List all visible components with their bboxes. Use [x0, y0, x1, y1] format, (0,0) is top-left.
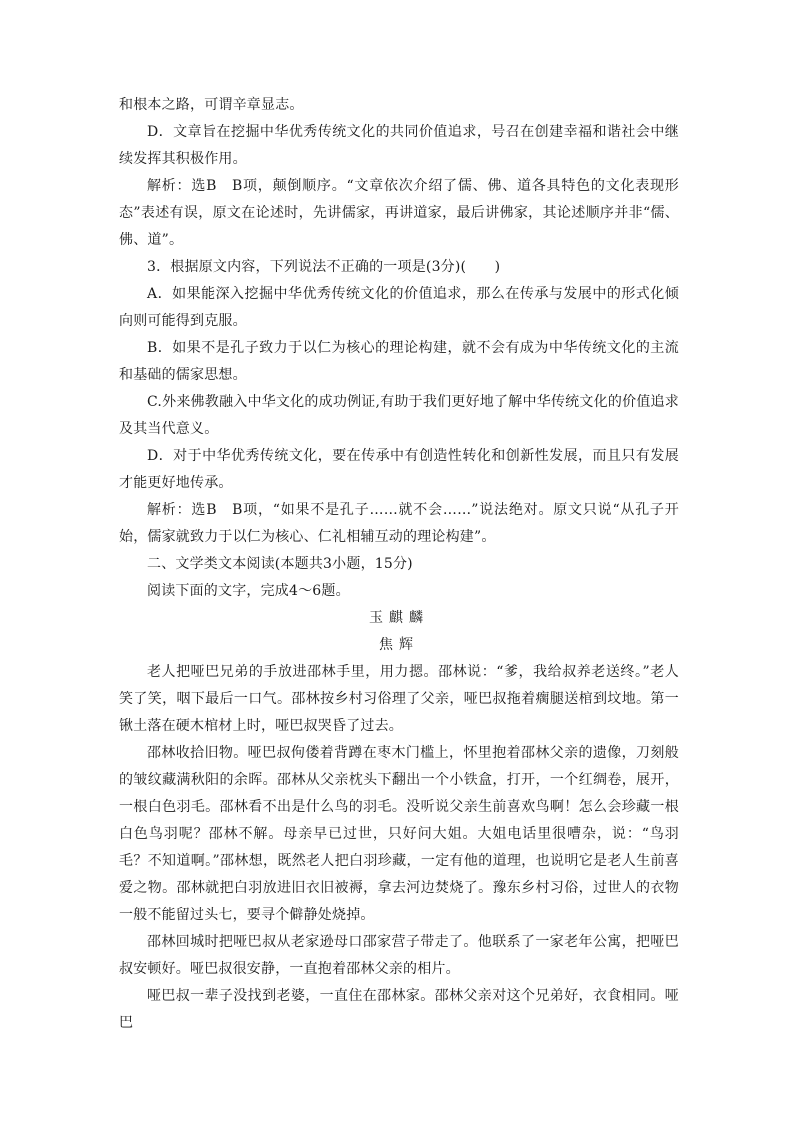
question-3: 3．根据原文内容，下列说法不正确的一项是(3分)( ) — [147, 259, 501, 275]
story-title: 玉麒麟 — [369, 610, 429, 626]
answer-option-b: B．如果不是孔子致力于以仁为核心的理论构建，就不会有成为中华传统文化的主流和基础的儒家思想。 — [119, 340, 679, 383]
answer-option-c: C.外来佛教融入中华文化的成功例证,有助于我们更好地了解中华传统文化的价值追求及其当代意义。 — [119, 394, 679, 437]
reading-instruction: 阅读下面的文字，完成4～6题。 — [147, 583, 350, 599]
analysis-paragraph: 解析：选B B项，颠倒顺序。“文章依次介绍了儒、佛、道各具特色的文化表现形态”表述有误，原文在论述时，先讲儒家，再讲道家，最后讲佛家，其论述顺序并非“儒、佛、道”。 — [119, 178, 679, 248]
story-paragraph-3: 邵林回城时把哑巴叔从老家逊母口邵家营子带走了。他联系了一家老年公寓，把哑巴叔安顿好。哑巴叔很安静，一直抱着邵林父亲的相片。 — [119, 934, 679, 977]
analysis-paragraph-2: 解析：选B B项，“如果不是孔子……就不会……”说法绝对。原文只说“从孔子开始，儒家就致力于以仁为核心、仁礼相辅互动的理论构建”。 — [119, 502, 679, 545]
paragraph-continuation: 和根本之路，可谓辛章显志。 — [119, 97, 304, 113]
story-paragraph-4: 哑巴叔一辈子没找到老婆，一直住在邵林家。邵林父亲对这个兄弟好，衣食相同。哑巴 — [119, 988, 679, 1031]
story-paragraph-2: 邵林收拾旧物。哑巴叔佝偻着背蹲在枣木门槛上，怀里抱着邵林父亲的遗像，刀刻般的皱纹藏满秋阳的余晖。邵林从父亲枕头下翻出一个小铁盒，打开，一个红绸卷，展开，一根白色羽毛。邵林看不出是什么鸟的羽毛。没听说父亲生前喜欢鸟啊！怎么会珍藏一根白色鸟羽呢？邵林不解。母亲早已过世，只好问大姐。大姐电话里很嘈杂，说：“鸟羽毛？不知道啊。”邵林想，既然老人把白羽珍藏，一定有他的道理，也说明它是老人生前喜爱之物。邵林就把白羽放进旧衣旧被褥，拿去河边焚烧了。豫东乡村习俗，过世人的衣物一般不能留过头七，要寻个僻静处烧掉。 — [119, 745, 679, 923]
answer-option-a: A．如果能深入挖掘中华优秀传统文化的价值追求，那么在传承与发展中的形式化倾向则可能得到克服。 — [119, 286, 679, 329]
story-paragraph-1: 老人把哑巴兄弟的手放进邵林手里，用力摁。邵林说：“爹，我给叔养老送终。”老人笑了笑，咽下最后一口气。邵林按乡村习俗理了父亲，哑巴叔拖着瘸腿送棺到坟地。第一锹土落在硬木棺材上时，哑巴叔哭昏了过去。 — [119, 664, 679, 734]
section-heading: 二、文学类文本阅读(本题共3小题，15分) — [147, 556, 413, 572]
story-author: 焦辉 — [379, 637, 419, 653]
document-body — [119, 92, 679, 1037]
answer-option-d-2: D．对于中华优秀传统文化，要在传承中有创造性转化和创新性发展，而且只有发展才能更好地传承。 — [119, 448, 679, 491]
answer-option-d: D．文章旨在挖掘中华优秀传统文化的共同价值追求，号召在创建幸福和谐社会中继续发挥其积极作用。 — [119, 124, 679, 167]
